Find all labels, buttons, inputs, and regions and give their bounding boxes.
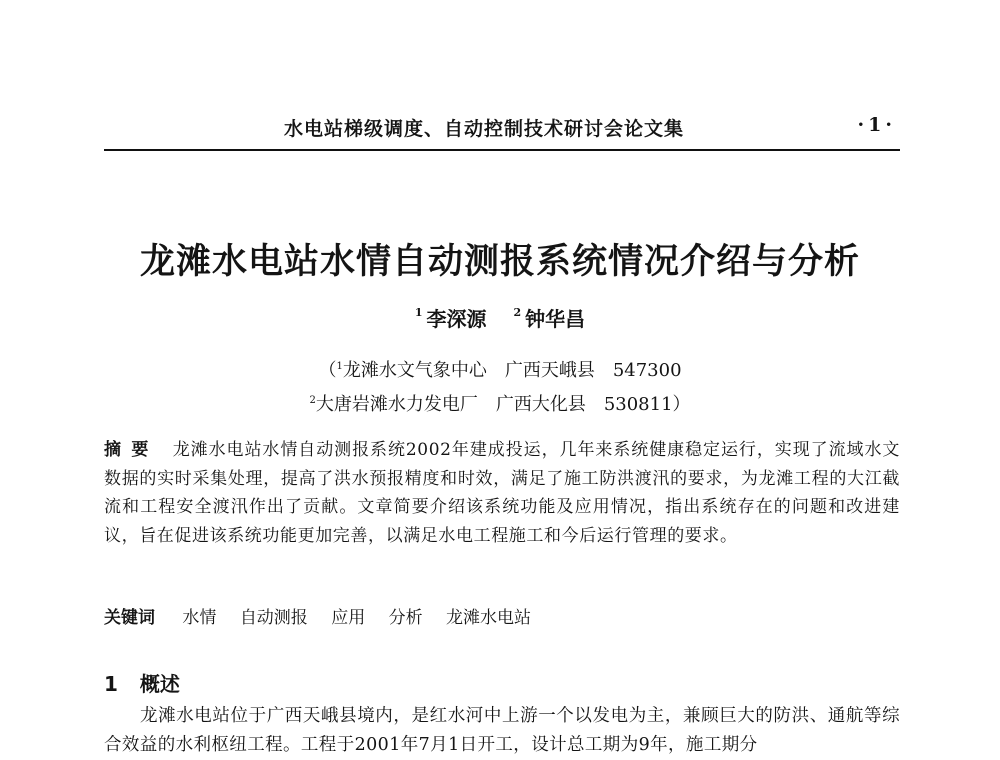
author-list: [0, 303, 1000, 332]
affiliation-2: [0, 390, 1000, 416]
page-number: ·1·: [857, 114, 896, 136]
affiliation-1-postcode: 547300: [612, 360, 682, 381]
author-1-name: 李深源: [426, 307, 487, 331]
keywords: [104, 603, 900, 628]
author-1-superscript: 1: [414, 306, 423, 320]
keyword-item: 应用: [331, 608, 366, 628]
affiliation-close-paren: ）: [672, 394, 691, 415]
author-2: [513, 307, 585, 331]
affiliation-2-superscript: 2: [309, 395, 316, 406]
running-head: [104, 114, 900, 144]
keyword-item: 龙滩水电站: [446, 608, 532, 628]
section-body: 龙滩水电站位于广西天峨县境内，是红水河中上游一个以发电为主，兼顾巨大的防洪、通航等综合效益的水利枢纽工程。工程于2001年7月1日开工，设计总工期为9年，施工期分: [104, 706, 900, 755]
abstract: [104, 436, 900, 550]
affiliation-1-org: 龙滩水文气象中心: [342, 360, 487, 381]
affiliation-2-postcode: 530811: [603, 394, 673, 415]
affiliation-1-place: 广西天峨县: [504, 360, 595, 381]
author-2-name: 钟华昌: [525, 307, 586, 331]
author-1: [415, 307, 487, 331]
affiliation-1-superscript: 1: [336, 361, 343, 372]
header-rule: [104, 149, 900, 151]
affiliation-1: [0, 356, 1000, 382]
keyword-item: 分析: [388, 608, 423, 628]
abstract-text: 龙滩水电站水情自动测报系统2002年建成投运，几年来系统健康稳定运行，实现了流域水文数据的实时采集处理，提高了洪水预报精度和时效，满足了施工防洪渡汛的要求，为龙滩工程的大江截流和工程安全渡汛作出了贡献。文章简要介绍该系统功能及应用情况，指出系统存在的问题和改进建议，旨在促进该系统功能更加完善，以满足水电工程施工和今后运行管理的要求。: [104, 440, 901, 546]
author-2-superscript: 2: [513, 306, 522, 320]
keyword-item: 水情: [182, 608, 217, 628]
keyword-item: 自动测报: [239, 608, 308, 628]
paper-title: 龙滩水电站水情自动测报系统情况介绍与分析: [139, 241, 860, 282]
affiliation-2-place: 广西大化县: [495, 394, 586, 415]
abstract-label: 摘要: [104, 440, 159, 460]
section-number: 1: [104, 672, 118, 696]
affiliation-2-org: 大唐岩滩水力发电厂: [315, 394, 478, 415]
journal-title: 水电站梯级调度、自动控制技术研讨会论文集: [284, 118, 685, 140]
section-title: 概述: [139, 672, 180, 696]
affiliation-open-paren: （: [318, 360, 337, 381]
section-heading: [104, 668, 180, 697]
keywords-label: 关键词: [104, 608, 155, 628]
